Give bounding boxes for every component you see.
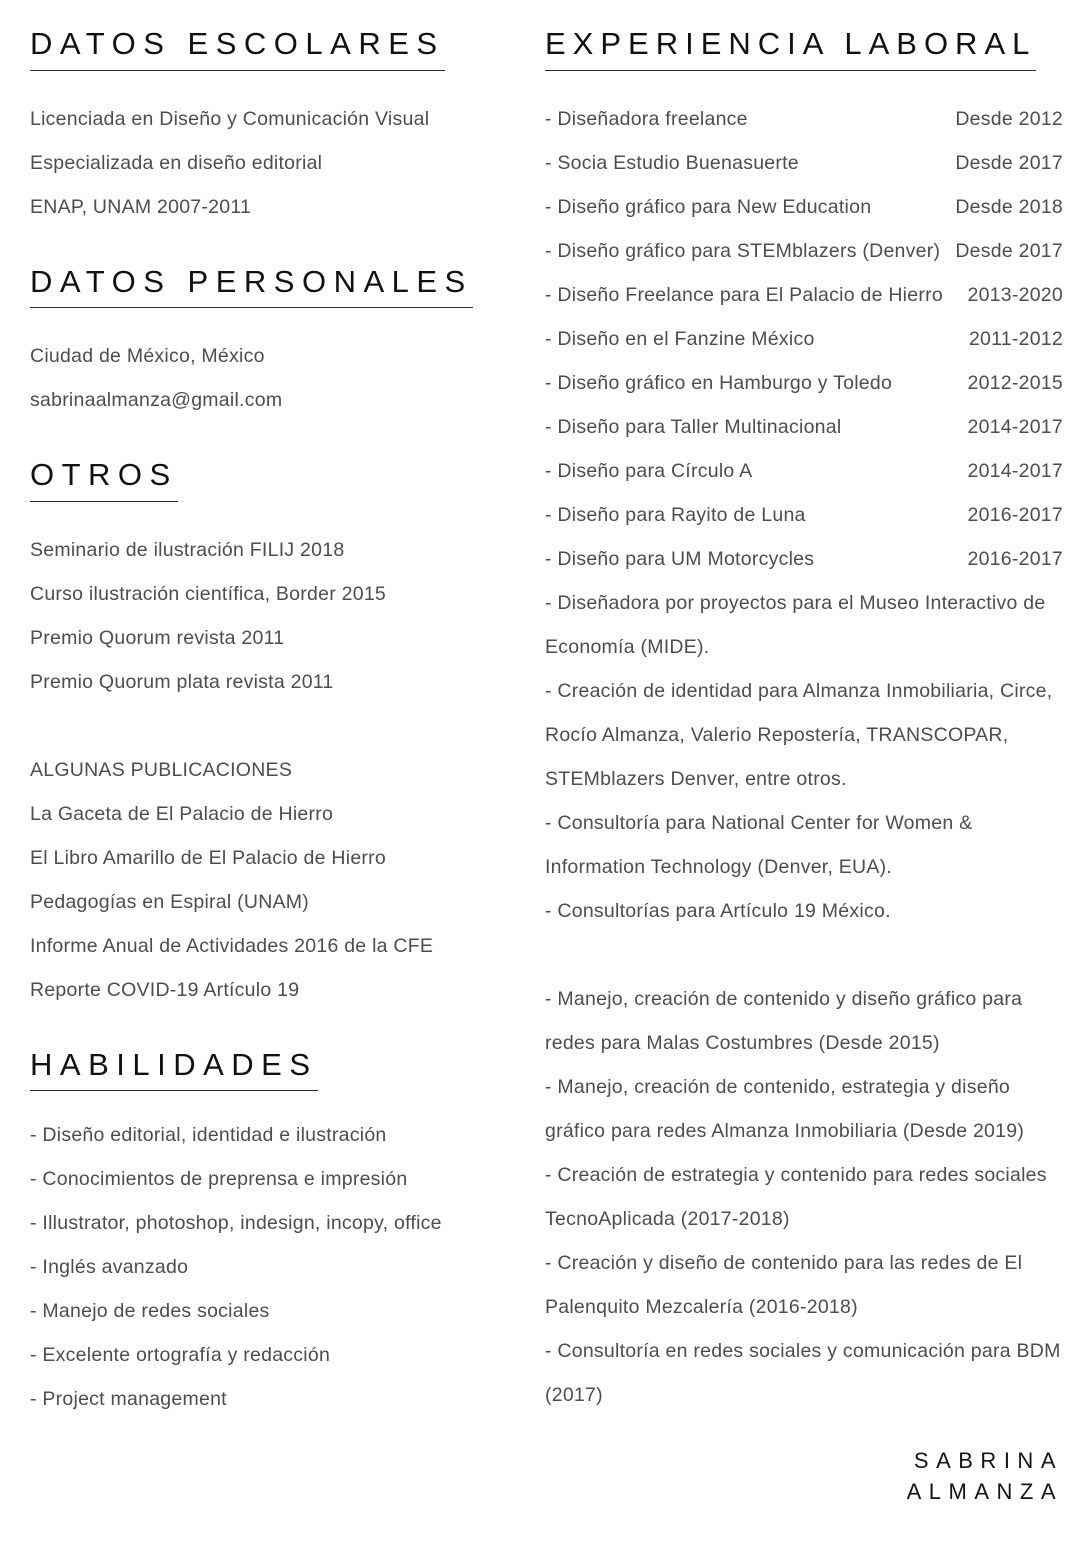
experience-paragraph: - Consultorías para Artículo 19 México. [545, 899, 891, 922]
experience-dated-list [545, 97, 1063, 581]
experience-paragraph: - Creación de estrategia y contenido para redes sociales TecnoAplicada (2017-2018) [545, 1163, 1047, 1230]
experience-paragraphs-primary [545, 581, 1063, 933]
list-item: Licenciada en Diseño y Comunicación Visual [30, 107, 430, 130]
experience-date: 2013-2020 [967, 283, 1063, 306]
publicaciones-subsection [30, 748, 520, 1012]
experience-row [545, 273, 1063, 317]
section-datos-escolares [30, 28, 520, 71]
section-heading-datos-personales: DATOS PERSONALES [30, 266, 473, 309]
experience-title: - Diseñadora freelance [545, 107, 748, 130]
experience-title: - Diseño para UM Motorcycles [545, 547, 815, 570]
experience-row [545, 97, 1063, 141]
section-habilidades [30, 1046, 520, 1092]
signature-block [907, 1445, 1063, 1507]
habilidades-list [30, 1113, 520, 1421]
experience-date: 2012-2015 [967, 371, 1063, 394]
experience-title: - Diseño para Círculo A [545, 459, 753, 482]
experience-date: 2016-2017 [967, 503, 1063, 526]
section-heading-habilidades: HABILIDADES [30, 1049, 318, 1092]
signature-first-name: SABRINA [913, 1448, 1063, 1473]
experience-date: 2014-2017 [967, 459, 1063, 482]
list-item: Reporte COVID-19 Artículo 19 [30, 978, 300, 1001]
section-otros [30, 459, 520, 502]
list-item: Informe Anual de Actividades 2016 de la CFE [30, 934, 434, 957]
experience-date: Desde 2018 [955, 195, 1063, 218]
experience-paragraphs-secondary [545, 977, 1063, 1417]
experience-date: Desde 2017 [955, 239, 1063, 262]
experience-paragraph: - Creación y diseño de contenido para las redes de El Palenquito Mezcalería (2016-2018) [545, 1251, 1023, 1318]
left-column [0, 0, 520, 1541]
list-item: Premio Quorum revista 2011 [30, 626, 285, 649]
list-item: ENAP, UNAM 2007-2011 [30, 195, 252, 218]
list-item: Premio Quorum plata revista 2011 [30, 670, 334, 693]
experience-date: Desde 2017 [955, 151, 1063, 174]
section-heading-otros: OTROS [30, 459, 178, 502]
experience-title: - Diseño gráfico en Hamburgo y Toledo [545, 371, 893, 394]
experience-title: - Diseño para Taller Multinacional [545, 415, 842, 438]
experience-row [545, 405, 1063, 449]
experience-row [545, 449, 1063, 493]
experience-row [545, 317, 1063, 361]
experience-title: - Diseño para Rayito de Luna [545, 503, 806, 526]
datos-personales-list [30, 334, 520, 422]
section-datos-personales [30, 263, 520, 309]
list-item: - Inglés avanzado [30, 1256, 189, 1279]
experience-date: 2016-2017 [967, 547, 1063, 570]
otros-list [30, 528, 520, 704]
signature-last-name: ALMANZA [906, 1479, 1063, 1504]
experience-title: - Diseño gráfico para STEMblazers (Denver) [545, 239, 941, 262]
list-item: Pedagogías en Espiral (UNAM) [30, 890, 310, 913]
subsection-title: ALGUNAS PUBLICACIONES [30, 758, 293, 781]
experience-paragraph: - Diseñadora por proyectos para el Museo Interactivo de Economía (MIDE). [545, 591, 1046, 658]
section-heading-datos-escolares: DATOS ESCOLARES [30, 28, 445, 71]
section-experiencia-laboral [545, 28, 1063, 71]
email-text: sabrinaalmanza@gmail.com [30, 389, 283, 412]
experience-row [545, 141, 1063, 185]
experience-row [545, 493, 1063, 537]
list-item: - Excelente ortografía y redacción [30, 1344, 331, 1367]
list-item: - Conocimientos de preprensa e impresión [30, 1168, 408, 1191]
list-item: - Manejo de redes sociales [30, 1300, 270, 1323]
experience-paragraph: - Creación de identidad para Almanza Inmobiliaria, Circe, Rocío Almanza, Valerio Repostería, TRANSCOPAR, STEMblazers Denver, entre otros. [545, 679, 1053, 790]
list-item: - Diseño editorial, identidad e ilustración [30, 1124, 387, 1147]
experience-title: - Diseño Freelance para El Palacio de Hierro [545, 283, 943, 306]
datos-escolares-list [30, 97, 520, 229]
list-item: El Libro Amarillo de El Palacio de Hierro [30, 846, 386, 869]
experience-title: - Socia Estudio Buenasuerte [545, 151, 799, 174]
spacer [30, 704, 520, 748]
experience-date: Desde 2012 [955, 107, 1063, 130]
list-item: Curso ilustración científica, Border 2015 [30, 582, 387, 605]
section-heading-experiencia-laboral: EXPERIENCIA LABORAL [545, 28, 1036, 71]
list-item: - Project management [30, 1388, 227, 1411]
right-column [520, 0, 1090, 1541]
list-item: Seminario de ilustración FILIJ 2018 [30, 538, 345, 561]
experience-paragraph: - Consultoría en redes sociales y comunicación para BDM (2017) [545, 1339, 1061, 1406]
experience-title: - Diseño en el Fanzine México [545, 327, 815, 350]
experience-paragraph: - Consultoría para National Center for Women & Information Technology (Denver, EUA). [545, 811, 973, 878]
list-item: Especializada en diseño editorial [30, 151, 323, 174]
experience-date: 2011-2012 [968, 327, 1063, 350]
experience-title: - Diseño gráfico para New Education [545, 195, 872, 218]
experience-paragraph: - Manejo, creación de contenido y diseño gráfico para redes para Malas Costumbres (Desde 2015) [545, 987, 1023, 1054]
experience-paragraph: - Manejo, creación de contenido, estrategia y diseño gráfico para redes Almanza Inmobiliaria (Desde 2019) [545, 1075, 1025, 1142]
spacer [545, 933, 1063, 977]
location-text: Ciudad de México, México [30, 345, 265, 368]
experience-row [545, 185, 1063, 229]
experience-date: 2014-2017 [967, 415, 1063, 438]
list-item: La Gaceta de El Palacio de Hierro [30, 802, 334, 825]
list-item: - Illustrator, photoshop, indesign, incopy, office [30, 1212, 442, 1235]
experience-row [545, 361, 1063, 405]
experience-row [545, 229, 1063, 273]
experience-row [545, 537, 1063, 581]
